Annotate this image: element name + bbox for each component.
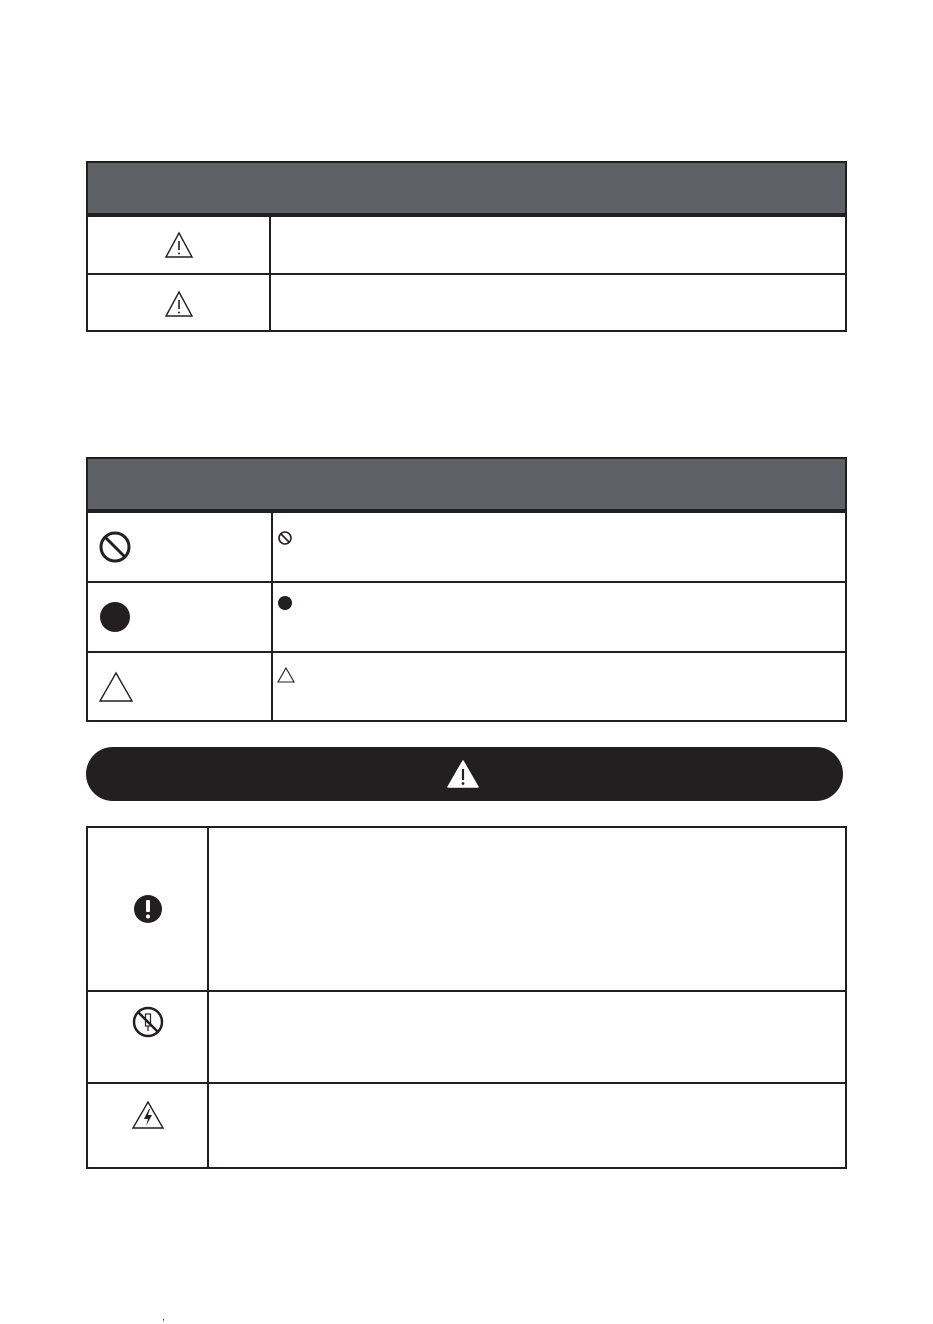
description-cell [209,828,845,990]
icon-cell [88,653,273,720]
no-disassembly-icon [132,1006,164,1038]
icon-cell [88,513,273,581]
description-cell [273,653,845,720]
table-row [88,651,845,720]
table-row [88,273,845,332]
icon-cell [88,583,273,651]
attention-triangle-icon [98,671,134,703]
footer-mark: , [162,1312,165,1323]
table-row [88,215,845,273]
caution-triangle-icon [164,290,194,318]
icon-cell [88,992,209,1082]
prohibited-icon [98,530,132,564]
exclamation-icon [133,894,163,924]
description-cell [271,217,845,273]
mandatory-dot-icon [98,600,132,634]
hazard-level-table-header [88,163,845,215]
mandatory-dot-icon [277,595,293,611]
icon-cell [88,828,209,990]
description-cell [271,275,845,332]
icon-cell [88,275,271,332]
description-cell [209,992,845,1082]
table-row [88,511,845,581]
warning-table [86,826,847,1169]
attention-triangle-icon [277,667,295,683]
prohibited-icon [277,530,293,546]
symbol-meaning-table [86,457,847,722]
table-row [88,828,845,990]
hazard-level-table [86,161,847,332]
table-row [88,581,845,651]
warning-triangle-icon [164,231,194,259]
table-row [88,1082,845,1169]
icon-cell [88,217,271,273]
description-cell [209,1084,845,1169]
warning-banner [86,747,843,801]
symbol-meaning-table-header [88,459,845,511]
description-cell [273,513,845,581]
icon-cell [88,1084,209,1169]
description-cell [273,583,845,651]
warning-filled-icon [446,759,480,789]
table-row [88,990,845,1082]
electric-shock-icon [131,1100,165,1130]
